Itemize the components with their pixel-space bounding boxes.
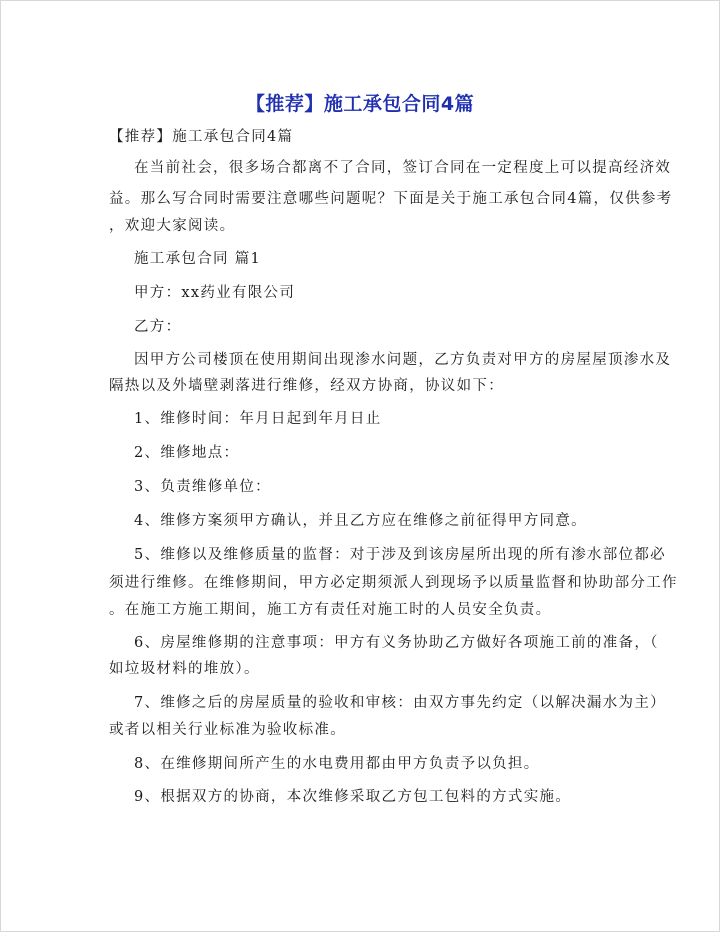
clause-line: 7、维修之后的房屋质量的验收和审核：由双方事先约定（以解决漏水为主）	[134, 695, 666, 711]
clause-line: 4、维修方案须甲方确认，并且乙方应在维修之前征得甲方同意。	[134, 513, 587, 529]
document-subtitle: 【推荐】施工承包合同4篇	[109, 129, 294, 145]
clause-line: 。在施工方施工期间，施工方有责任对施工时的人员安全负责。	[109, 602, 552, 618]
paragraph-line: 在当前社会，很多场合都离不了合同，签订合同在一定程度上可以提高经济效	[134, 160, 672, 176]
paragraph-line: 益。那么写合同时需要注意哪些问题呢？下面是关于施工承包合同4篇，仅供参考	[109, 191, 673, 207]
clause-line: 5、维修以及维修质量的监督：对于涉及到该房屋所出现的所有渗水部位都必	[134, 547, 666, 563]
clause-line: 2、维修地点：	[134, 445, 240, 461]
document-title: 【推荐】施工承包合同4篇	[245, 93, 475, 115]
clause-line: 1、维修时间：年月日起到年月日止	[134, 411, 382, 427]
party-a-line: 甲方：xx药业有限公司	[134, 285, 296, 301]
clause-line: 或者以相关行业标准为验收标准。	[109, 722, 346, 738]
clause-line: 须进行维修。在维修期间，甲方必定期须派人到现场予以质量监督和协助部分工作	[109, 575, 678, 591]
clause-line: 3、负责维修单位：	[134, 479, 271, 495]
paragraph-line: ，欢迎大家阅读。	[109, 218, 236, 234]
clause-line: 9、根据双方的协商，本次维修采取乙方包工包料的方式实施。	[134, 789, 572, 805]
clause-line: 6、房屋维修期的注意事项：甲方有义务协助乙方做好各项施工前的准备，（	[134, 635, 659, 651]
party-b-line: 乙方：	[134, 319, 182, 335]
section-heading: 施工承包合同 篇1	[134, 251, 262, 267]
paragraph-line: 隔热以及外墙壁剥落进行维修，经双方协商，协议如下：	[109, 378, 504, 394]
clause-line: 如垃圾材料的堆放）。	[109, 661, 260, 677]
paragraph-line: 因甲方公司楼顶在使用期间出现渗水问题，乙方负责对甲方的房屋屋顶渗水及	[134, 352, 672, 368]
clause-line: 8、在维修期间所产生的水电费用都由甲方负责予以负担。	[134, 756, 540, 772]
